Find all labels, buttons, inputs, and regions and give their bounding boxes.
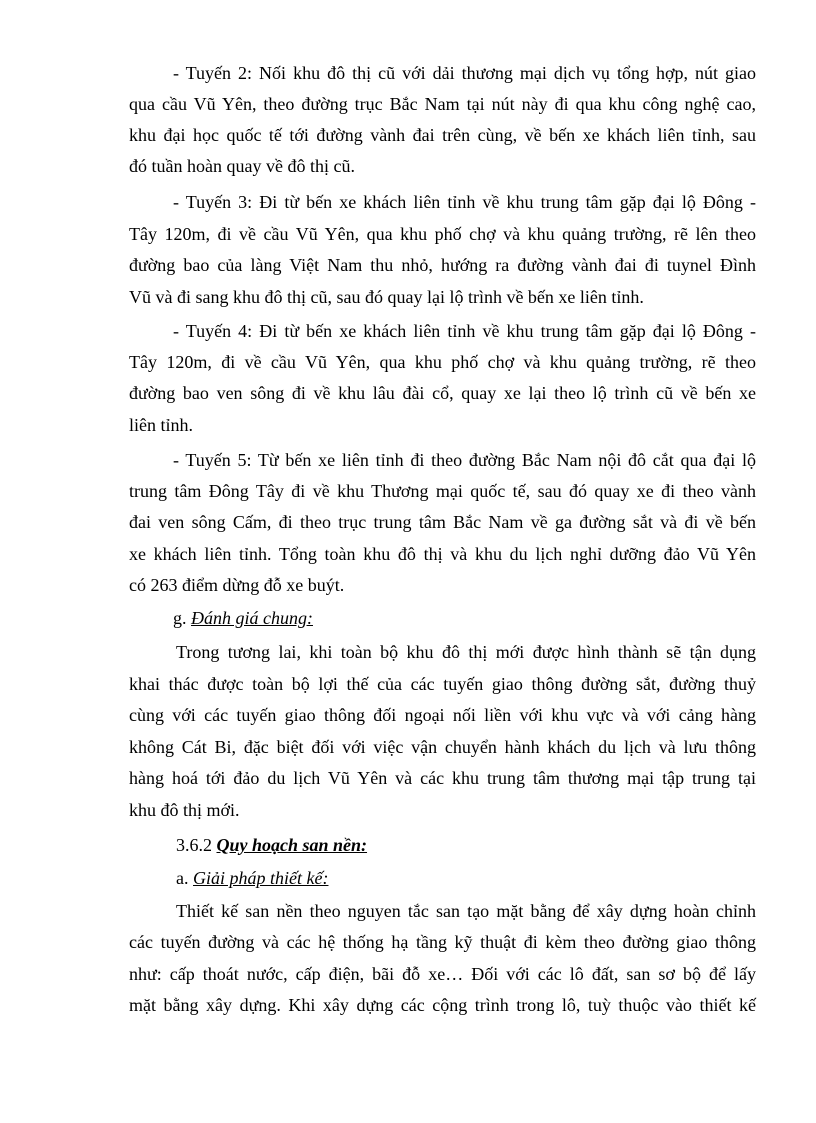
section-number: 3.6.2 <box>176 835 212 855</box>
text-line: đường bao của làng Việt Nam thu nhỏ, hướng ra đường vành đai đi tuynel Đình <box>129 255 756 275</box>
section-heading-g <box>173 606 756 630</box>
text-line: Tây 120m, đi về cầu Vũ Yên, qua khu phố chợ và khu quảng trường, rẽ theo <box>129 352 756 372</box>
text-line: - Tuyến 4: Đi từ bến xe khách liên tỉnh về khu trung tâm gặp đại lộ Đông - <box>173 321 756 341</box>
text-line: đường bao ven sông đi về khu lâu đài cổ, quay xe lại theo lộ trình cũ về bến xe <box>129 383 756 403</box>
text-line: xe khách liên tỉnh. Tổng toàn khu đô thị và khu du lịch nghỉ dưỡng đảo Vũ Yên <box>129 544 756 564</box>
text-line: - Tuyến 3: Đi từ bến xe khách liên tỉnh về khu trung tâm gặp đại lộ Đông - <box>173 192 756 212</box>
section-heading-3-6-2 <box>176 833 756 857</box>
text-line: khu đại học quốc tế tới đường vành đai trên cùng, về bến xe khách liên tỉnh, sau <box>129 125 756 145</box>
text-line: - Tuyến 2: Nối khu đô thị cũ với dải thương mại dịch vụ tổng hợp, nút giao <box>173 63 756 83</box>
text-line: hàng hoá tới đảo du lịch Vũ Yên và các khu trung tâm thương mại tập trung tại <box>129 768 756 788</box>
text-line: như: cấp thoát nước, cấp điện, bãi đỗ xe… Đối với các lô đất, san sơ bộ để lấy <box>129 964 756 984</box>
text-line: khu đô thị mới. <box>129 800 240 820</box>
section-title: Quy hoạch san nền: <box>216 835 368 855</box>
text-line: cùng với các tuyến giao thông đối ngoại nối liền với khu vực và với cảng hàng <box>129 705 756 725</box>
text-line: mặt bằng xây dựng. Khi xây dựng các cộng trình trong lô, tuỳ thuộc vào thiết kế <box>129 995 756 1015</box>
text-line: có 263 điểm dừng đỗ xe buýt. <box>129 575 345 595</box>
section-prefix: g. <box>173 608 187 628</box>
text-line: liên tỉnh. <box>129 415 193 435</box>
text-line: qua cầu Vũ Yên, theo đường trục Bắc Nam tại nút này đi qua khu công nghệ cao, <box>129 94 756 114</box>
text-line: khai thác được toàn bộ lợi thế của các tuyến giao thông đường sắt, đường thuỷ <box>129 674 756 694</box>
text-line: Vũ và đi sang khu đô thị cũ, sau đó quay lại lộ trình về bến xe liên tỉnh. <box>129 287 644 307</box>
text-line: các tuyến đường và các hệ thống hạ tầng kỹ thuật đi kèm theo đường giao thông <box>129 932 756 952</box>
text-line: không Cát Bi, đặc biệt đối với việc vận chuyển hành khách du lịch và lưu thông <box>129 737 756 757</box>
section-title: Đánh giá chung: <box>191 608 313 628</box>
section-prefix: a. <box>176 868 189 888</box>
text-line: Trong tương lai, khi toàn bộ khu đô thị mới được hình thành sẽ tận dụng <box>176 642 756 662</box>
text-line: Thiết kế san nền theo nguyen tắc san tạo mặt bằng để xây dựng hoàn chỉnh <box>176 901 756 921</box>
text-line: - Tuyến 5: Từ bến xe liên tỉnh đi theo đường Bắc Nam nội đô cắt qua đại lộ <box>173 450 756 470</box>
text-line: trung tâm Đông Tây đi về khu Thương mại quốc tế, sau đó quay xe đi theo vành <box>129 481 756 501</box>
text-line: đó tuần hoàn quay về đô thị cũ. <box>129 156 355 176</box>
text-line: Tây 120m, đi về cầu Vũ Yên, qua khu phố chợ và khu quảng trường, rẽ lên theo <box>129 224 756 244</box>
text-line: đai ven sông Cấm, đi theo trục trung tâm Bắc Nam về ga đường sắt và đi về bến <box>129 512 756 532</box>
section-heading-a <box>176 866 756 890</box>
section-title: Giải pháp thiết kế: <box>193 868 329 888</box>
